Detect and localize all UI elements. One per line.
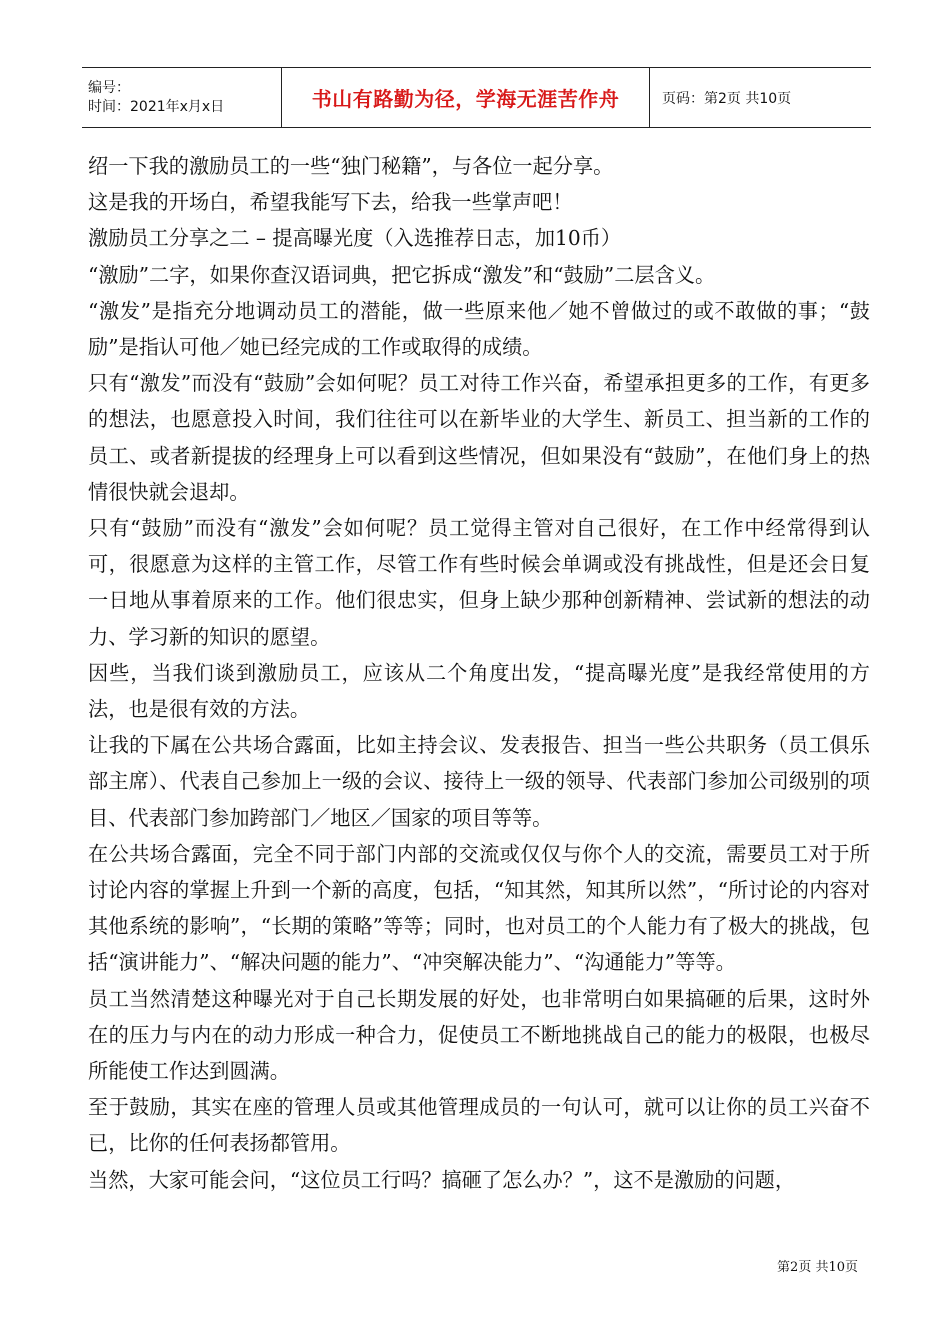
page-footer: 第2页 共10页 (777, 1260, 858, 1275)
date-label: 时间：2021年x月x日 (88, 98, 225, 115)
paragraph: 员工当然清楚这种曝光对于自己长期发展的好处，也非常明白如果搞砸的后果，这时外在的压力与内在的动力形成一种合力，促使员工不断地挑战自己的能力的极限，也极尽所能使工作达到圆满。 (88, 986, 870, 1084)
paragraph: “激励”二字，如果你查汉语词典，把它拆成“激发”和“鼓励”二层含义。 (88, 262, 716, 287)
code-label: 编号： (88, 79, 130, 96)
paragraph: 只有“鼓励”而没有“激发”会如何呢？员工觉得主管对自己很好，在工作中经常得到认可，很愿意为这样的主管工作，尽管工作有些时候会单调或没有挑战性，但是还会日复一日地从事着原来的工作。他们很忠实，但身上缺少那种创新精神、尝试新的想法的动力、学习新的知识的愿望。 (88, 516, 870, 649)
paragraph: 因些，当我们谈到激励员工，应该从二个角度出发，“提高曝光度”是我经常使用的方法，也是很有效的方法。 (88, 660, 870, 722)
page-header (82, 67, 871, 128)
paragraph: 至于鼓励，其实在座的管理人员或其他管理成员的一句认可，就可以让你的员工兴奋不已，比你的任何表扬都管用。 (88, 1095, 870, 1156)
paragraph: 绍一下我的激励员工的一些“独门秘籍”，与各位一起分享。 (88, 154, 614, 178)
header-page-number: 页码：第2页 共10页 (662, 90, 792, 107)
section-heading: 激励员工分享之二 – 提高曝光度（入选推荐日志，加10币） (88, 226, 622, 251)
paragraph: 当然，大家可能会问，“这位员工行吗？搞砸了怎么办？”，这不是激励的问题， (88, 1167, 796, 1192)
header-motto: 书山有路勤为径，学海无涯苦作舟 (282, 68, 650, 127)
paragraph: 在公共场合露面，完全不同于部门内部的交流或仅仅与你个人的交流，需要员工对于所讨论内容的掌握上升到一个新的高度，包括，“知其然，知其所以然”，“所讨论的内容对其他系统的影响”，“长期的策略”等等；同时，也对员工的个人能力有了极大的挑战，包括“演讲能力”、“解决问题的能力”、“冲突解决能力”、“沟通能力”等等。 (88, 841, 870, 975)
paragraph: “激发”是指充分地调动员工的潜能，做一些原来他／她不曾做过的或不敢做的事；“鼓励”是指认可他／她已经完成的工作或取得的成绩。 (88, 298, 870, 360)
paragraph: 只有“激发”而没有“鼓励”会如何呢？员工对待工作兴奋，希望承担更多的工作，有更多的想法，也愿意投入时间，我们往往可以在新毕业的大学生、新员工、担当新的工作的员工、或者新提拔的经理身上可以看到这些情况，但如果没有“鼓励”，在他们身上的热情很快就会退却。 (88, 371, 870, 504)
paragraph: 这是我的开场白，希望我能写下去，给我一些掌声吧！ (88, 190, 573, 215)
document-body (88, 148, 870, 1198)
paragraph: 让我的下属在公共场合露面，比如主持会议、发表报告、担当一些公共职务（员工俱乐部主席）、代表自己参加上一级的会议、接待上一级的领导、代表部门参加公司级别的项目、代表部门参加跨部门／地区／国家的项目等等。 (88, 733, 870, 830)
header-meta (82, 68, 282, 127)
